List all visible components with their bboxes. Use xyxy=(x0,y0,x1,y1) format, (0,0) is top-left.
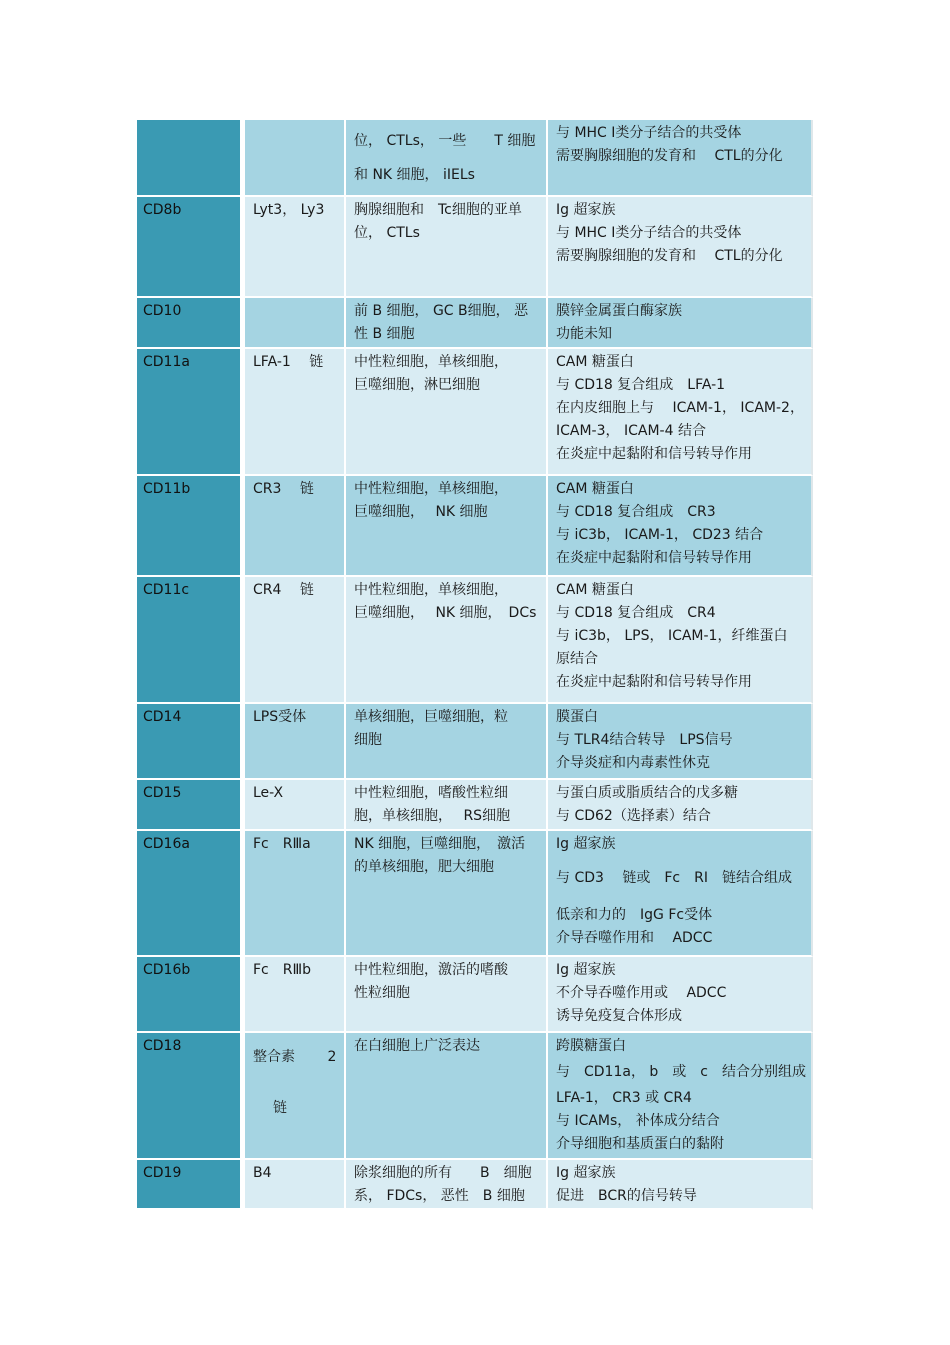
distribution-cell: 位， CTLs， 一些 T 细胞 和 NK 细胞， iIELs xyxy=(346,120,548,197)
function-cell: Ig 超家族 与 MHC Ⅰ类分子结合的共受体 需要胸腺细胞的发育和 CTL的分化 xyxy=(548,197,813,298)
function-cell: 与 MHC Ⅰ类分子结合的共受体 需要胸腺细胞的发育和 CTL的分化 xyxy=(548,120,813,197)
function-cell: 膜蛋白 与 TLR4结合转导 LPS信号 介导炎症和内毒素性休克 xyxy=(548,704,813,780)
cd-cell: CD15 xyxy=(137,780,245,831)
table-row xyxy=(137,197,813,298)
distribution-cell: 中性粒细胞，嗜酸性粒细 胞，单核细胞， RS细胞 xyxy=(346,780,548,831)
name-cell: CR3 链 xyxy=(245,476,346,577)
cd-cell: CD18 xyxy=(137,1033,245,1160)
distribution-cell: 中性粒细胞，单核细胞， 巨噬细胞， NK 细胞， DCs xyxy=(346,577,548,704)
name-cell: 整合素 2 链 xyxy=(245,1033,346,1160)
distribution-cell: 胸腺细胞和 Tc细胞的亚单 位， CTLs xyxy=(346,197,548,298)
cd-cell: CD11c xyxy=(137,577,245,704)
cd-cell: CD11b xyxy=(137,476,245,577)
table-row xyxy=(137,957,813,1033)
distribution-cell: 除浆细胞的所有 B 细胞 系， FDCs， 恶性 B 细胞 xyxy=(346,1160,548,1210)
function-cell: 与蛋白质或脂质结合的戊多糖 与 CD62（选择素）结合 xyxy=(548,780,813,831)
cd-cell: CD10 xyxy=(137,298,245,349)
name-cell: Fc RⅢb xyxy=(245,957,346,1033)
table-row xyxy=(137,1033,813,1160)
function-cell: 跨膜糖蛋白 与 CD11a， b 或 c 结合分别组成 LFA-1， CR3 或 CR4 与 ICAMs， 补体成分结合 介导细胞和基质蛋白的黏附 xyxy=(548,1033,813,1160)
function-cell: 膜锌金属蛋白酶家族 功能未知 xyxy=(548,298,813,349)
table-row xyxy=(137,577,813,704)
cd-cell: CD16b xyxy=(137,957,245,1033)
distribution-cell: 中性粒细胞，单核细胞， 巨噬细胞，淋巴细胞 xyxy=(346,349,548,476)
table-row xyxy=(137,704,813,780)
cd-cell: CD8b xyxy=(137,197,245,298)
table-row xyxy=(137,476,813,577)
function-cell: Ig 超家族 促进 BCR的信号转导 xyxy=(548,1160,813,1210)
function-cell: Ig 超家族 与 CD3 链或 Fc RⅠ 链结合组成 低亲和力的 IgG Fc受体 介导吞噬作用和 ADCC xyxy=(548,831,813,957)
name-cell: CR4 链 xyxy=(245,577,346,704)
function-cell: CAM 糖蛋白 与 CD18 复合组成 LFA-1 在内皮细胞上与 ICAM-1， ICAM-2， ICAM-3， ICAM-4 结合 在炎症中起黏附和信号转导作用 xyxy=(548,349,813,476)
distribution-cell: 中性粒细胞，单核细胞， 巨噬细胞， NK 细胞 xyxy=(346,476,548,577)
cd-cell: CD19 xyxy=(137,1160,245,1210)
name-cell xyxy=(245,298,346,349)
cd-cell xyxy=(137,120,245,197)
distribution-cell: 在白细胞上广泛表达 xyxy=(346,1033,548,1160)
function-cell: CAM 糖蛋白 与 CD18 复合组成 CR4 与 iC3b， LPS， ICAM-1，纤维蛋白 原结合 在炎症中起黏附和信号转导作用 xyxy=(548,577,813,704)
function-cell: Ig 超家族 不介导吞噬作用或 ADCC 诱导免疫复合体形成 xyxy=(548,957,813,1033)
cd-molecule-table xyxy=(137,120,813,1210)
table-row xyxy=(137,780,813,831)
name-cell: Lyt3， Ly3 xyxy=(245,197,346,298)
distribution-cell: 单核细胞，巨噬细胞，粒 细胞 xyxy=(346,704,548,780)
name-cell: LPS受体 xyxy=(245,704,346,780)
cd-cell: CD14 xyxy=(137,704,245,780)
name-cell: Fc RⅢa xyxy=(245,831,346,957)
name-cell xyxy=(245,120,346,197)
name-cell: Le-X xyxy=(245,780,346,831)
table-row xyxy=(137,1160,813,1210)
cd-cell: CD11a xyxy=(137,349,245,476)
table-row xyxy=(137,349,813,476)
distribution-cell: NK 细胞，巨噬细胞， 激活 的单核细胞，肥大细胞 xyxy=(346,831,548,957)
distribution-cell: 前 B 细胞， GC B细胞， 恶 性 B 细胞 xyxy=(346,298,548,349)
function-cell: CAM 糖蛋白 与 CD18 复合组成 CR3 与 iC3b， ICAM-1， CD23 结合 在炎症中起黏附和信号转导作用 xyxy=(548,476,813,577)
table-row xyxy=(137,831,813,957)
name-cell: LFA-1 链 xyxy=(245,349,346,476)
name-cell: B4 xyxy=(245,1160,346,1210)
distribution-cell: 中性粒细胞，激活的嗜酸 性粒细胞 xyxy=(346,957,548,1033)
table-row xyxy=(137,120,813,197)
table-row xyxy=(137,298,813,349)
cd-cell: CD16a xyxy=(137,831,245,957)
